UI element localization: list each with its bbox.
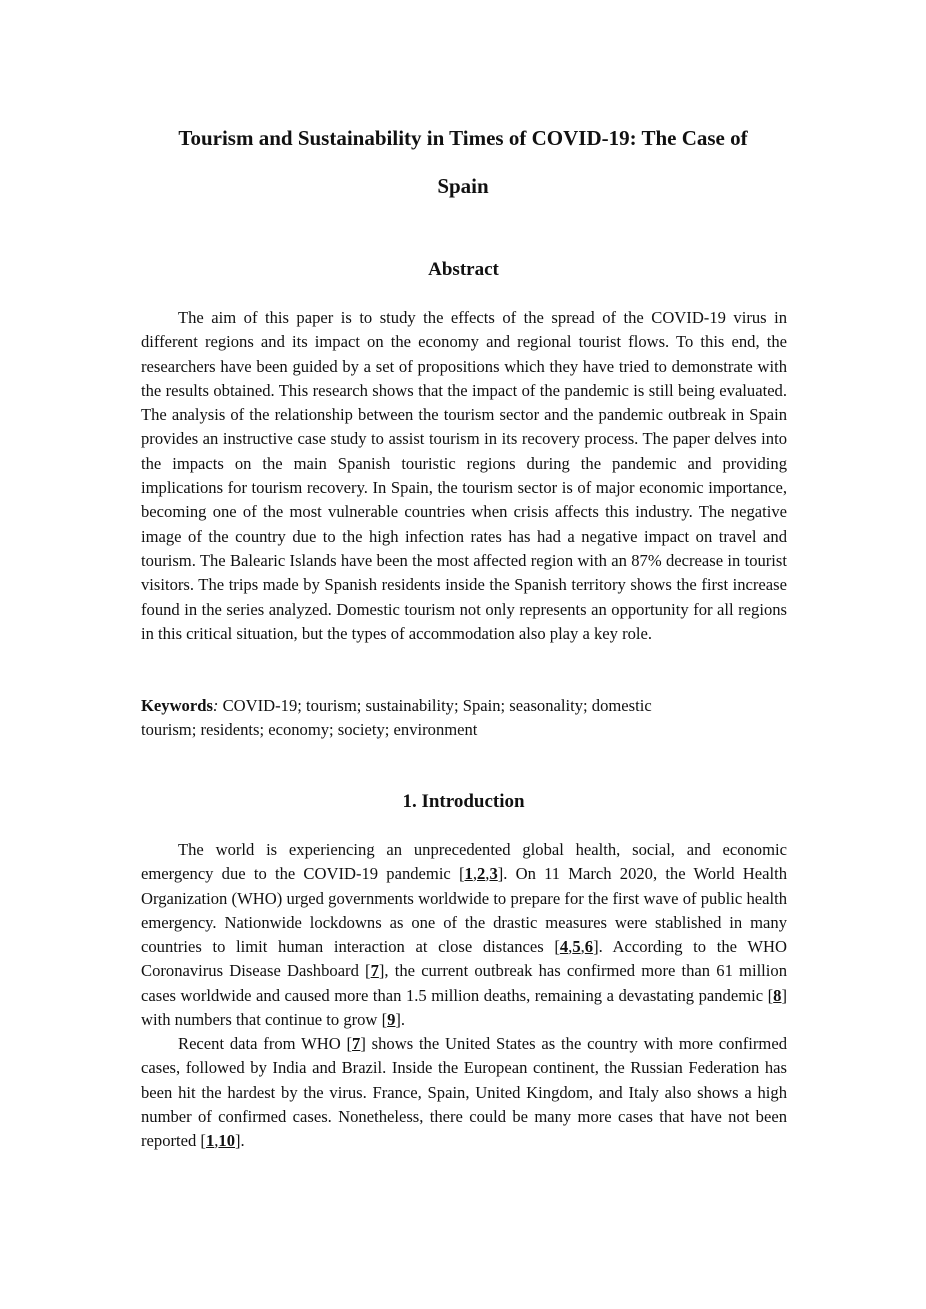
abstract-body: The aim of this paper is to study the effects of the spread of the COVID-19 virus in different regions and its impact on the economy and regional tourist flows. To this end, the researchers have been guided by a set of propositions which they have tried to demonstrate with the results obtained. This research shows that the impact of the pandemic is still being evaluated. The analysis of the relationship between the tourism sector and the pandemic outbreak in Spain provides an instructive case study to assist tourism in its recovery process. The paper delves into the impacts on the main Spanish touristic regions during the pandemic and providing implications for tourism recovery. In Spain, the tourism sector is of major economic importance, becoming one of the most vulnerable countries when crisis affects this industry. The negative image of the country due to the high infection rates has had a negative impact on travel and tourism. The Balearic Islands have been the most affected region with an 87% decrease in tourist visitors. The trips made by Spanish residents inside the Spanish territory shows the first increase found in the series analyzed. Domestic tourism not only represents an opportunity for all regions in this critical situation, but the types of accommodation also play a key role. — [141, 308, 787, 643]
citation-link[interactable]: 7 — [370, 961, 379, 981]
keywords-block — [141, 694, 741, 743]
intro-p1-text: ]. — [395, 1010, 406, 1030]
paper-title-line-1: Tourism and Sustainability in Times of COVID-19: The Case of — [178, 126, 748, 150]
citation-separator: , — [214, 1131, 219, 1151]
keywords-separator: : — [212, 696, 219, 715]
introduction-paragraph-2 — [141, 1032, 787, 1153]
citation-separator: , — [472, 864, 477, 884]
keywords-label: Keywords — [141, 696, 213, 715]
abstract-heading: Abstract — [428, 259, 499, 280]
intro-p1-text: ], the current outbreak has confirmed more than 61 million cases worldwide and caused more than 1.5 million deaths, remaining a devastating pandemic [ — [141, 961, 787, 1005]
citation-link[interactable]: 3 — [489, 864, 498, 884]
citation-link[interactable]: 7 — [352, 1034, 361, 1053]
intro-p1-text: The world is experiencing an unprecedented global health, social, and economic emergency due to the COVID-19 pandemic [ — [141, 840, 787, 884]
intro-p1-text: ]. On 11 March 2020, the World Health Organization (WHO) urged governments worldwide to prepare for the first wave of public health emergency. Nationwide lockdowns as one of the drastic measures were stablished in many countries to limit human interaction at close distances [ — [141, 864, 787, 957]
intro-p1-text: ] with numbers that continue to grow [ — [141, 985, 787, 1030]
citation-link[interactable]: 4 — [559, 937, 569, 957]
intro-p2-text: ] shows the United States as the country with more confirmed cases, followed by India and Brazil. Inside the European continent, the Russian Federation has been hit the hardest by the virus. France, Spain, United Kingdom, and Italy also shows a high number of confirmed cases. Nonetheless, there could be many more cases that have not been reported [ — [141, 1034, 787, 1151]
citation-link[interactable]: 1 — [205, 1131, 215, 1151]
citation-link[interactable]: 8 — [773, 985, 782, 1005]
citation-separator: , — [580, 937, 585, 957]
paper-title-line-2: Spain — [437, 174, 489, 198]
keywords-line-2: tourism; residents; economy; society; environment — [141, 720, 478, 740]
intro-p2-text: ]. — [235, 1131, 245, 1151]
citation-separator: , — [485, 864, 490, 884]
keywords-line-1: COVID-19; tourism; sustainability; Spain; seasonality; domestic — [222, 696, 652, 715]
citation-link[interactable]: 10 — [218, 1131, 236, 1151]
intro-p1-text: ]. According to the WHO Coronavirus Disease Dashboard [ — [141, 937, 787, 981]
citation-link[interactable]: 9 — [387, 1010, 396, 1030]
citation-link[interactable]: 6 — [584, 937, 594, 957]
introduction-heading: 1. Introduction — [402, 791, 525, 812]
citation-separator: , — [568, 937, 573, 957]
citation-link[interactable]: 5 — [572, 937, 581, 957]
citation-link[interactable]: 1 — [464, 864, 473, 884]
citation-link[interactable]: 2 — [476, 864, 486, 884]
introduction-paragraph-1 — [141, 838, 787, 1032]
intro-p2-text: Recent data from WHO [ — [178, 1034, 353, 1053]
